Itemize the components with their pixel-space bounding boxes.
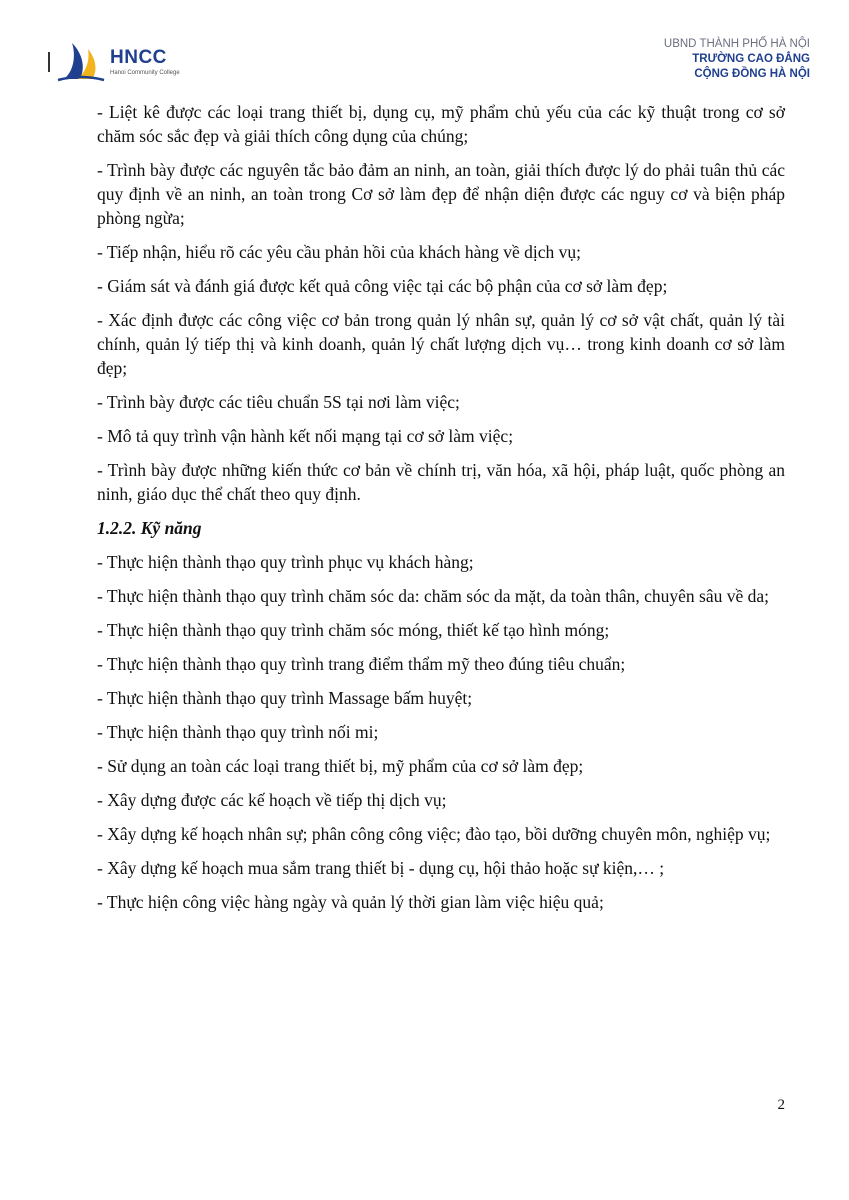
organization-block bbox=[664, 37, 810, 82]
org-line-3: CỘNG ĐỒNG HÀ NỘI bbox=[694, 68, 810, 80]
knowledge-item: - Trình bày được những kiến thức cơ bản về chính trị, văn hóa, xã hội, pháp luật, quốc phòng an ninh, giáo dục thể chất theo quy định. bbox=[97, 460, 785, 504]
skill-item: - Thực hiện thành thạo quy trình phục vụ khách hàng; bbox=[97, 552, 474, 572]
logo-subtitle: Hanoi Community College bbox=[110, 70, 180, 76]
org-line-2: TRƯỜNG CAO ĐẲNG bbox=[692, 53, 810, 65]
skill-item: - Xây dựng kế hoạch nhân sự; phân công công việc; đào tạo, bồi dưỡng chuyên môn, nghiệp vụ; bbox=[97, 824, 771, 844]
knowledge-item: - Giám sát và đánh giá được kết quả công việc tại các bộ phận của cơ sở làm đẹp; bbox=[97, 276, 668, 296]
logo-divider bbox=[48, 52, 50, 72]
logo-name: HNCC bbox=[110, 47, 167, 68]
logo-text bbox=[110, 47, 180, 77]
knowledge-item: - Trình bày được các tiêu chuẩn 5S tại nơi làm việc; bbox=[97, 392, 460, 412]
page-number: 2 bbox=[777, 1097, 785, 1113]
knowledge-item: - Trình bày được các nguyên tắc bảo đảm an ninh, an toàn, giải thích được lý do phải tuân thủ các quy định về an ninh, an toàn trong Cơ sở làm đẹp để nhận diện được các nguy cơ và biện pháp phòng ngừa; bbox=[97, 160, 785, 228]
skill-item: - Thực hiện thành thạo quy trình trang điểm thẩm mỹ theo đúng tiêu chuẩn; bbox=[97, 654, 626, 674]
skill-item: - Xây dựng được các kế hoạch về tiếp thị dịch vụ; bbox=[97, 790, 447, 810]
knowledge-item: - Tiếp nhận, hiểu rõ các yêu cầu phản hồi của khách hàng về dịch vụ; bbox=[97, 242, 582, 262]
skill-item: - Thực hiện thành thạo quy trình chăm sóc da: chăm sóc da mặt, da toàn thân, chuyên sâu về da; bbox=[97, 586, 770, 606]
skill-item: - Thực hiện thành thạo quy trình Massage bấm huyệt; bbox=[97, 688, 473, 708]
skill-item: - Thực hiện công việc hàng ngày và quản lý thời gian làm việc hiệu quả; bbox=[97, 892, 604, 912]
skill-item: - Xây dựng kế hoạch mua sắm trang thiết bị - dụng cụ, hội thảo hoặc sự kiện,… ; bbox=[97, 858, 665, 878]
section-heading-skills: 1.2.2. Kỹ năng bbox=[97, 518, 202, 538]
knowledge-item: - Xác định được các công việc cơ bản trong quản lý nhân sự, quản lý cơ sở vật chất, quản lý tài chính, quản lý tiếp thị và kinh doanh, quản lý chất lượng dịch vụ… trong kinh doanh cơ sở làm đẹp; bbox=[97, 310, 785, 378]
skill-item: - Thực hiện thành thạo quy trình chăm sóc móng, thiết kế tạo hình móng; bbox=[97, 620, 610, 640]
sail-logo-icon bbox=[56, 41, 106, 83]
college-logo bbox=[48, 40, 180, 84]
knowledge-item: - Liệt kê được các loại trang thiết bị, dụng cụ, mỹ phẩm chủ yếu của các kỹ thuật trong cơ sở chăm sóc sắc đẹp và giải thích công dụng của chúng; bbox=[97, 102, 785, 146]
org-line-1: UBND THÀNH PHỐ HÀ NỘI bbox=[663, 38, 810, 50]
page-header bbox=[0, 0, 849, 95]
knowledge-item: - Mô tả quy trình vận hành kết nối mạng tại cơ sở làm việc; bbox=[97, 426, 514, 446]
document-body bbox=[97, 100, 785, 924]
skill-item: - Thực hiện thành thạo quy trình nối mi; bbox=[97, 722, 379, 742]
skill-item: - Sử dụng an toàn các loại trang thiết bị, mỹ phẩm của cơ sở làm đẹp; bbox=[97, 756, 584, 776]
